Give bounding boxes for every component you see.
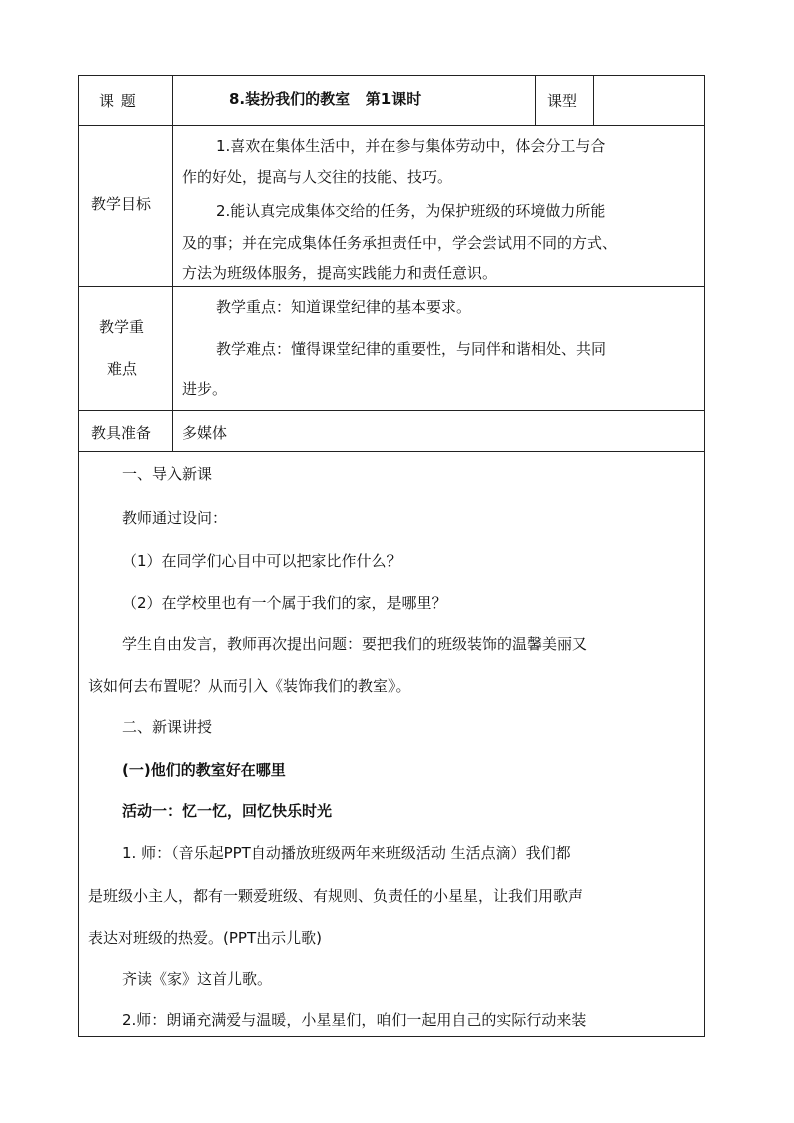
process-line: （1）在同学们心目中可以把家比作什么？ bbox=[122, 552, 402, 570]
process-line: 一、导入新课 bbox=[122, 465, 213, 483]
column-divider bbox=[535, 76, 536, 125]
objective-line: 方法为班级体服务，提高实践能力和责任意识。 bbox=[182, 264, 498, 282]
objective-line: 1.喜欢在集体生活中，并在参与集体劳动中，体会分工与合 bbox=[216, 137, 606, 155]
objective-line: 2.能认真完成集体交给的任务，为保护班级的环境做力所能 bbox=[216, 202, 606, 220]
process-line: （2）在学校里也有一个属于我们的家，是哪里？ bbox=[122, 594, 447, 612]
key-point-line: 进步。 bbox=[182, 380, 228, 398]
process-line: 教师通过设问： bbox=[122, 509, 228, 527]
key-point-line: 教学难点：懂得课堂纪律的重要性，与同伴和谐相处、共同 bbox=[216, 340, 607, 358]
process-line: 2.师：朗诵充满爱与温暖，小星星们，咱们一起用自己的实际行动来装 bbox=[122, 1011, 587, 1029]
key-points-label: 难点 bbox=[107, 360, 138, 378]
process-line: 二、新课讲授 bbox=[122, 718, 213, 736]
process-line: 1. 师：（音乐起PPT自动播放班级两年来班级活动 生活点滴）我们都 bbox=[122, 844, 571, 862]
tools-value: 多媒体 bbox=[182, 424, 228, 442]
key-points-label: 教学重 bbox=[99, 318, 145, 336]
process-line: 表达对班级的热爱。(PPT出示儿歌) bbox=[88, 929, 322, 947]
tools-label: 教具准备 bbox=[91, 424, 152, 442]
lesson-type-label: 课型 bbox=[547, 92, 578, 110]
lesson-title: 8.装扮我们的教室 第1课时 bbox=[229, 90, 422, 108]
process-line: 该如何去布置呢？从而引入《装饰我们的教室》。 bbox=[88, 677, 411, 695]
column-divider bbox=[593, 76, 594, 125]
objective-line: 作的好处，提高与人交往的技能、技巧。 bbox=[182, 168, 453, 186]
process-line: 是班级小主人，都有一颗爱班级、有规则、负责任的小星星，让我们用歌声 bbox=[88, 887, 584, 905]
process-line: 学生自由发言，教师再次提出问题：要把我们的班级装饰的温馨美丽又 bbox=[122, 635, 588, 653]
process-heading: 活动一：忆一忆，回忆快乐时光 bbox=[122, 802, 333, 820]
column-divider bbox=[172, 76, 173, 451]
row-divider bbox=[79, 451, 704, 452]
key-point-line: 教学重点：知道课堂纪律的基本要求。 bbox=[216, 298, 472, 316]
objectives-label: 教学目标 bbox=[91, 195, 152, 213]
process-line: 齐读《家》这首儿歌。 bbox=[122, 970, 273, 988]
topic-label: 课 题 bbox=[99, 92, 137, 110]
objective-line: 及的事；并在完成集体任务承担责任中，学会尝试用不同的方式、 bbox=[182, 234, 618, 252]
process-heading: (一)他们的教室好在哪里 bbox=[122, 761, 286, 779]
lesson-plan-table bbox=[78, 75, 705, 1037]
